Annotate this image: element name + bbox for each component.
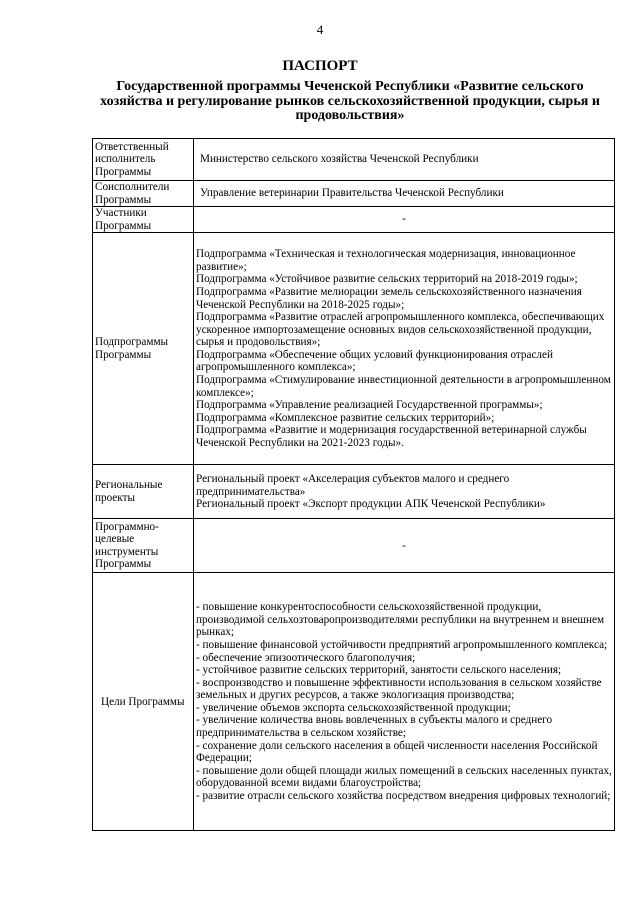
list-item: Подпрограмма «Стимулирование инвестиционной деятельности в агропромышленном комплексе»; [196, 374, 611, 399]
row-label: Региональные проекты [93, 465, 194, 519]
passport-table [92, 138, 615, 831]
list-item: Подпрограмма «Техническая и технологическая модернизация, инновационное развитие»; [196, 248, 576, 273]
row-label: Цели Программы [93, 573, 194, 831]
list-item: - сохранение доли сельского населения в общей численности населения Российской Федерации; [196, 739, 598, 765]
row-value: Управление ветеринарии Правительства Чеченской Республики [194, 181, 615, 207]
document-title: ПАСПОРТ [282, 58, 358, 74]
list-item: - повышение доли общей площади жилых помещений в сельских населенных пунктах, оборудованной всеми видами благоустройства; [196, 764, 612, 790]
list-item: Подпрограмма «Развитие мелиорации земель сельскохозяйственного назначения Чеченской Республики на 2018-2025 годы»; [196, 285, 582, 311]
row-label: Соисполнители Программы [93, 181, 194, 207]
row-value [194, 233, 615, 465]
table-row [93, 519, 615, 573]
list-item: Подпрограмма «Обеспечение общих условий функционирования отраслей агропромышленного комплекса»; [196, 348, 553, 374]
table-row [93, 233, 615, 465]
list-item: Подпрограмма «Устойчивое развитие сельских территорий на 2018-2019 годы»; [196, 273, 578, 286]
list-item: - воспроизводство и повышение эффективности использования в сельском хозяйстве земельных и других ресурсов, а также экологизация производства; [196, 676, 602, 702]
list-item: - устойчивое развитие сельских территорий, занятости сельского населения; [196, 664, 562, 677]
row-label: Подпрограммы Программы [93, 233, 194, 465]
list-item: - увеличение объемов экспорта сельскохозяйственной продукции; [196, 701, 511, 714]
document-subtitle: Государственной программы Чеченской Республики «Развитие сельского хозяйства и регулирование рынков сельскохозяйственной продукции, сырья и продовольствия» [100, 79, 600, 123]
list-item: Подпрограмма «Развитие и модернизация государственной ветеринарной службы Чеченской Республики на 2021-2023 годы». [196, 424, 587, 450]
table-row [93, 573, 615, 831]
list-item: - увеличение количества вновь вовлеченных в субъекты малого и среднего предпринимательства в сельском хозяйстве; [196, 714, 553, 740]
row-value [194, 573, 615, 831]
list-item: Подпрограмма «Управление реализацией Государственной программы»; [196, 399, 543, 412]
row-label: Программно-целевые инструменты Программы [93, 519, 194, 573]
list-item: Региональный проект «Экспорт продукции АПК Чеченской Республики» [196, 498, 546, 511]
page-number: 4 [316, 22, 324, 37]
list-item: - развитие отрасли сельского хозяйства посредством внедрения цифровых технологий; [196, 790, 611, 803]
row-value: - [194, 519, 615, 573]
row-value: - [194, 207, 615, 233]
row-value [194, 465, 615, 519]
list-item: - обеспечение эпизоотического благополучия; [196, 651, 416, 664]
table-row [93, 465, 615, 519]
list-item: - повышение конкурентоспособности сельскохозяйственной продукции, производимой сельхозтоваропроизводителями республики на внутреннем и внешнем рынках; [196, 601, 605, 639]
row-label: Участники Программы [93, 207, 194, 233]
list-item: Подпрограмма «Комплексное развитие сельских территорий»; [196, 411, 495, 424]
list-item: - повышение финансовой устойчивости предприятий агропромышленного комплекса; [196, 638, 608, 651]
list-item: Региональный проект «Акселерация субъектов малого и среднего предпринимательства» [196, 472, 510, 498]
table-row [93, 139, 615, 181]
list-item: Подпрограмма «Развитие отраслей агропромышленного комплекса, обеспечивающих ускоренное импортозамещение основных видов сельскохозяйственной продукции, сырья и продовольствия»; [196, 311, 605, 349]
table-row [93, 181, 615, 207]
row-label: Ответственный исполнитель Программы [93, 139, 194, 181]
row-value: Министерство сельского хозяйства Чеченской Республики [194, 139, 615, 181]
table-row [93, 207, 615, 233]
